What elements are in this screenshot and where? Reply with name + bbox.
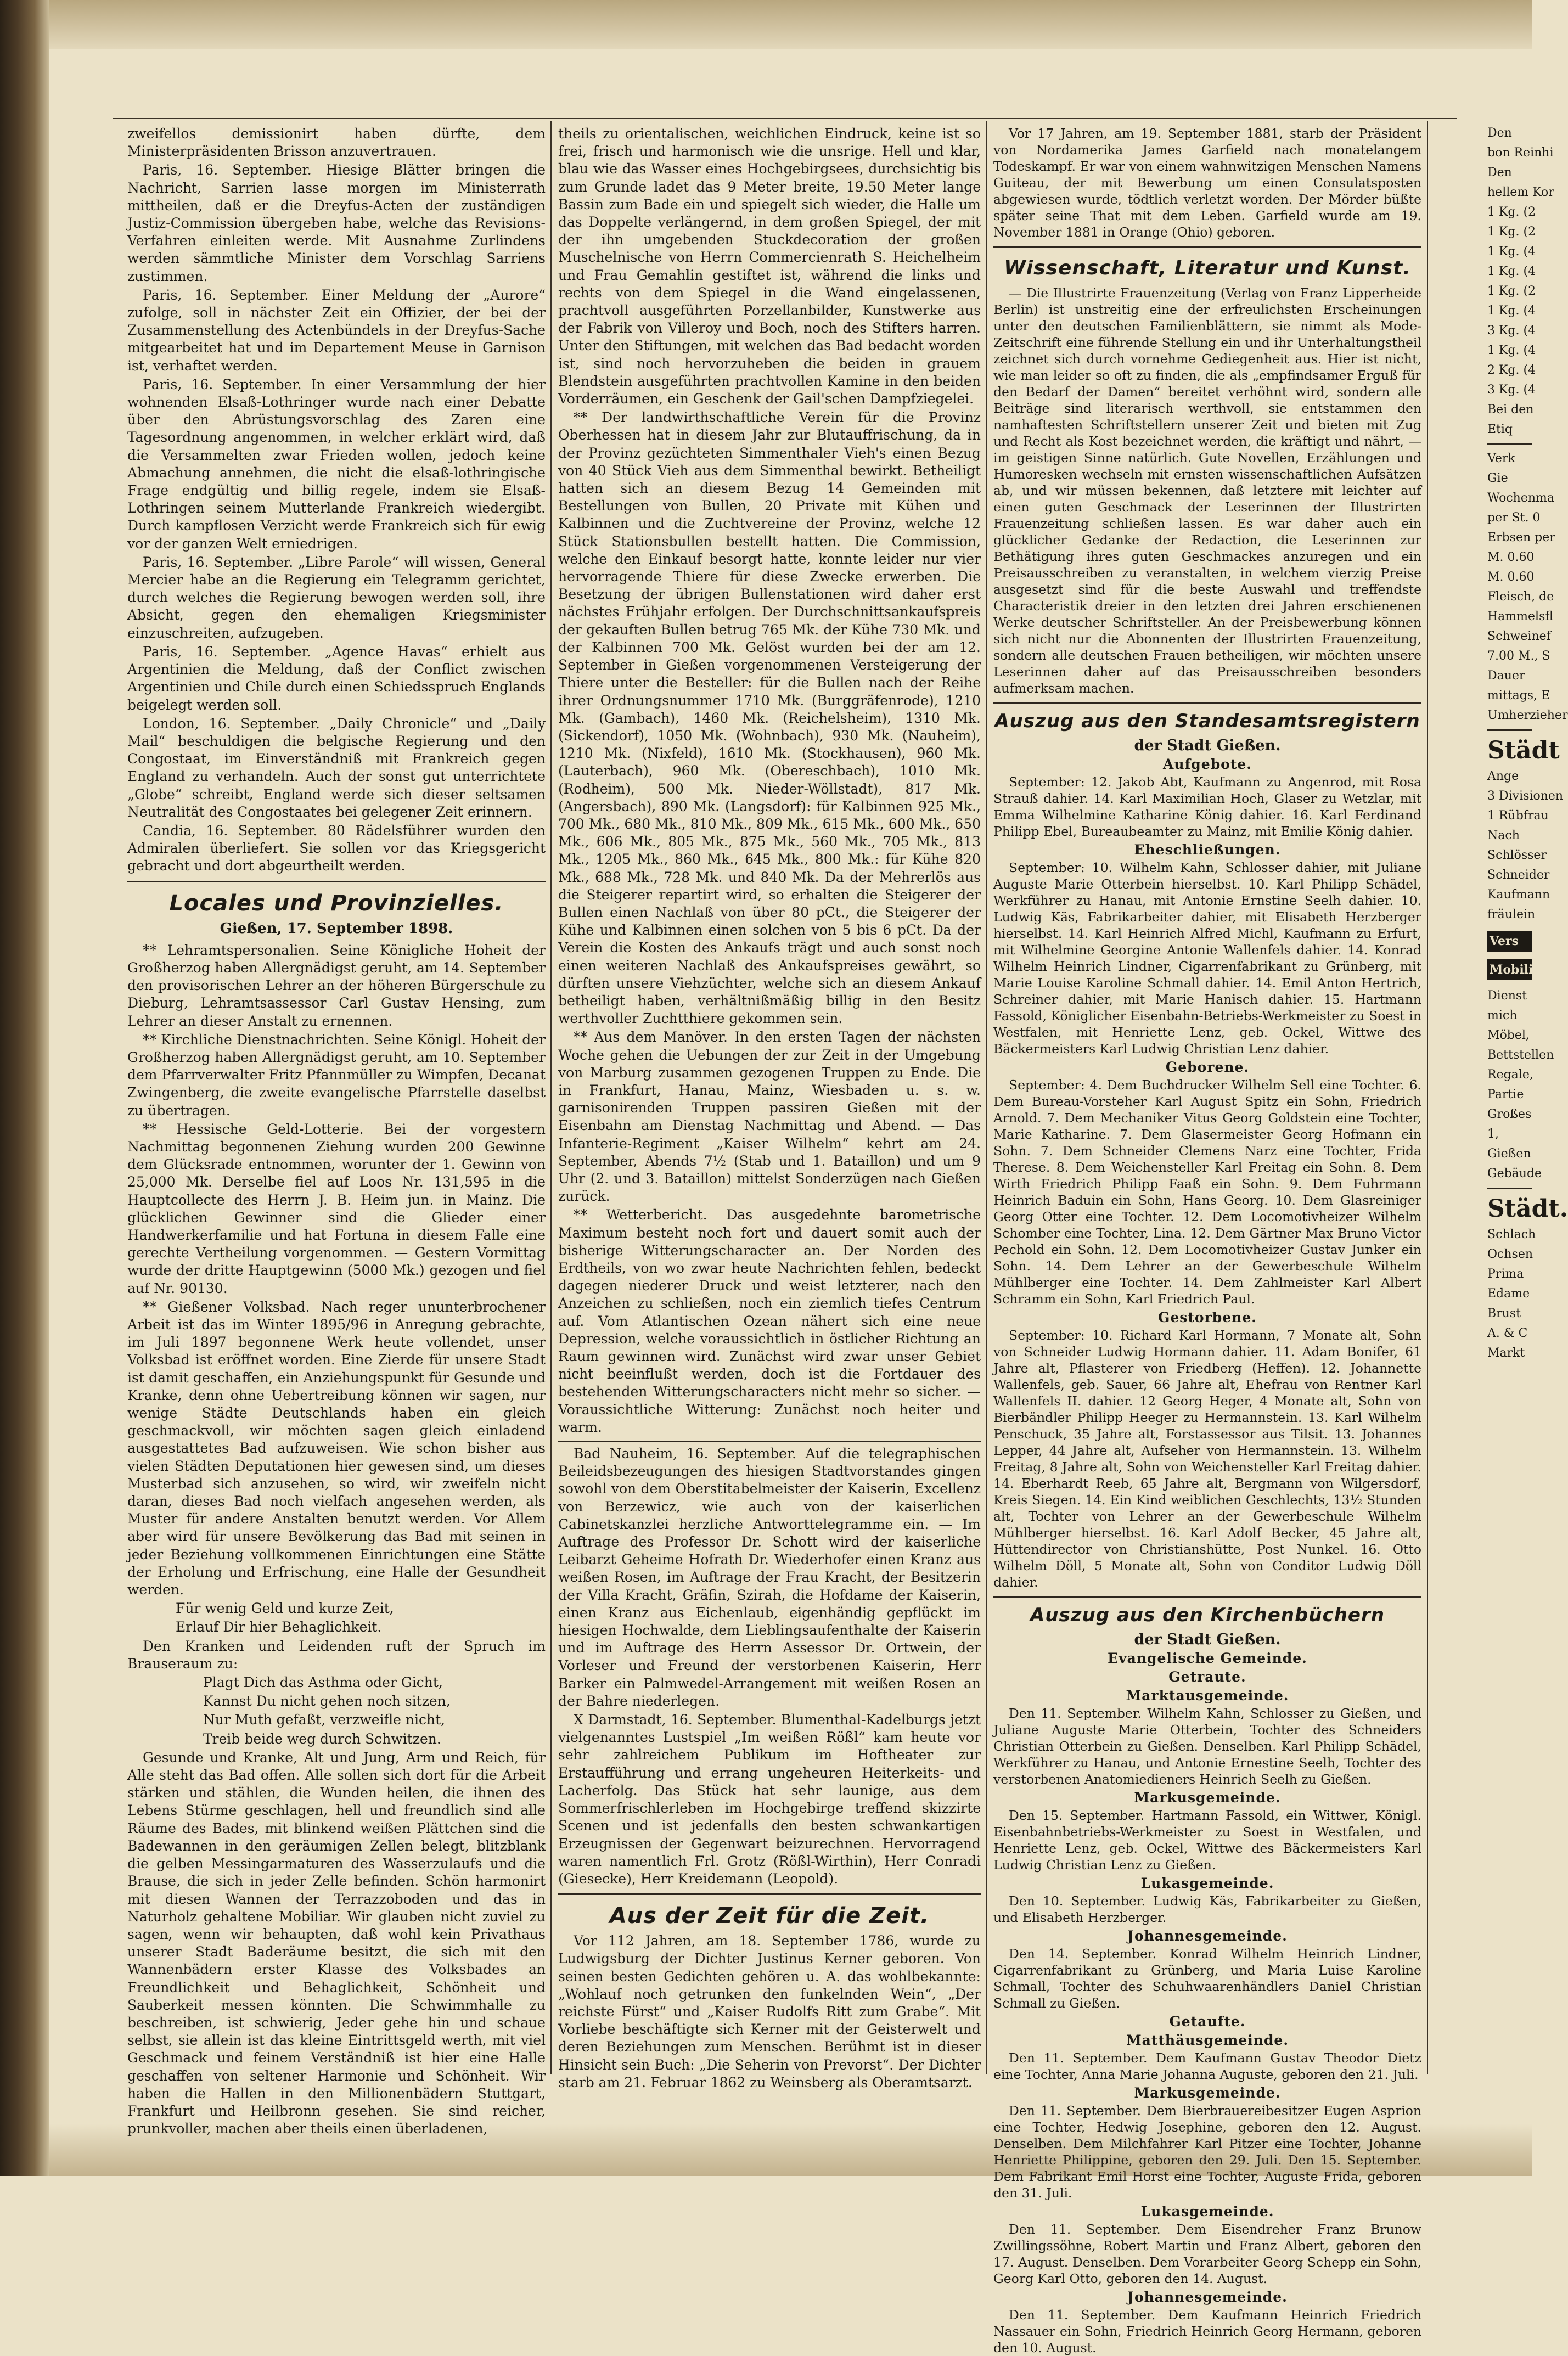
register-entry: Den 10. September. Ludwig Käs, Fabrikarbeiter zu Gießen, und Elisabeth Herzberger.: [993, 1893, 1421, 1925]
register-entry: Den 11. September. Wilhelm Kahn, Schlosser zu Gießen, und Juliane Auguste Marie Otterbein, Tochter des Schneiders Christian Otterbein zu Gießen. Denselben. Karl Philipp Schädel, Werkführer zu Hanau, und Antonie Ernestine Seelh, Tochter des verstorbenen Anatomiedieners Heinrich Seelh zu Gießen.: [993, 1706, 1421, 1787]
stub-line: 1 Kg. (2: [1487, 284, 1536, 298]
stub-line: Städt.: [1487, 1195, 1568, 1223]
stub-line: 1 Kg. (4: [1487, 265, 1536, 278]
news-paragraph: Vor 112 Jahren, am 18. September 1786, wurde zu Ludwigsburg der Dichter Justinus Kerner geboren. Von seinen besten Gedichten gehören u. A. das wohlbekannte: „Wohlauf noch getrunken den funkelnden Wein“, „Der reichste Fürst“ und „Kaiser Rudolfs Ritt zum Grabe“. Mit Vorliebe beschäftigte sich Kerner mit der Geisterwelt und deren Beziehungen zum Menschen. Berühmt ist in dieser Hinsicht sein Buch: „Die Seherin von Prevorst“. Der Dichter starb am 21. Februar 1862 zu Weinsberg als Oberamtsarzt.: [558, 1933, 981, 2090]
news-paragraph: Candia, 16. September. 80 Rädelsführer wurden den Admiralen überliefert. Sie sollen vor das Kriegsgericht gebracht und dort abgeurtheilt werden.: [127, 822, 546, 874]
stub-line: bon Reinhi: [1487, 146, 1554, 160]
column-rule-1: [550, 121, 552, 2074]
stub-line: 1 Rübfrau: [1487, 809, 1549, 823]
news-paragraph: ** Lehramtspersonalien. Seine Königliche Hoheit der Großherzog haben Allergnädigst geruht, am 14. September den provisorischen Lehrer an der höheren Bürgerschule zu Dieburg, Lehramtsassessor Carl Gustav Hensing, zum Lehrer an dieser Anstalt zu ernennen.: [127, 942, 546, 1029]
stub-line: Nach: [1487, 829, 1520, 842]
section-heading-standesamt: Auszug aus den Standesamtsregistern: [994, 710, 1420, 732]
news-paragraph: ** Aus dem Manöver. In den ersten Tagen der nächsten Woche gehen die Uebungen der zur Zeit in der Umgebung von Marburg zusammen gezogenen Truppen zu Ende. Die in Frankfurt, Hanau, Mainz, Wiesbaden u. s. w. garnisonirenden Truppen passiren Gießen mit der Eisenbahn am Dienstag Nachmittag und Abend. — Das Infanterie-Regiment „Kaiser Wilhelm“ kehrt am 24. September, Abends 7½ (Stab und 1. Bataillon) und um 9 Uhr (2. und 3. Bataillon) mittelst Sonderzügen nach Gießen zurück.: [558, 1029, 981, 1205]
parish-heading: Matthäusgemeinde.: [1126, 2032, 1289, 2048]
stub-line: 3 Divisionen: [1487, 789, 1564, 803]
news-paragraph: ** Kirchliche Dienstnachrichten. Seine Königl. Hoheit der Großherzog haben Allergnädigst geruht, am 10. September dem Pfarrverwalter Fritz Pfannmüller zu Wimpfen, Decanat Zwingenberg, die zweite evangelische Pfarrstelle daselbst zu übertragen.: [127, 1031, 546, 1118]
news-paragraph: Paris, 16. September. In einer Versammlung der hier wohnenden Elsaß-Lothringer wurde nach einer Debatte über den Abrüstungsvorschlag des Zaren eine Tagesordnung angenommen, in welcher erklärt wird, daß die Versammelten zwar Frieden wollen, jedoch keine Abmachung annehmen, die nicht die elsaß-lothringische Frage endgültig und billig regele, indem sie Elsaß-Lothringen seinem Mutterlande Frankreich wiedergibt. Durch kampflosen Verzicht werde Frankreich sich für ewig vor der ganzen Welt erniedrigen.: [127, 376, 546, 552]
stub-line: 1 Kg. (4: [1487, 344, 1536, 357]
stub-line: Großes: [1487, 1107, 1532, 1121]
stub-separator: [1487, 1188, 1532, 1189]
news-paragraph: Paris, 16. September. „Agence Havas“ erhielt aus Argentinien die Meldung, daß der Conflict zwischen Argentinien und Chile durch einen Schiedsspruch Englands beigelegt werden soll.: [127, 643, 546, 713]
stub-line: Gießen: [1487, 1147, 1531, 1161]
column-1: [127, 125, 546, 2137]
news-paragraph: London, 16. September. „Daily Chronicle“ und „Daily Mail“ beschuldigen die belgische Regierung und den Congostaat, im Einverständniß mit Frankreich gegen England zu verhandeln. Auch der sonst gut unterrichtete „Globe“ schreibt, England werde sich dieser seltsamen Neutralität des Congostaates bei gelegener Zeit erinnern.: [127, 715, 546, 820]
verse-line: Nur Muth gefaßt, verzweifle nicht,: [203, 1712, 446, 1728]
stub-line: Schweinef: [1487, 629, 1551, 643]
verse-line: Erlauf Dir hier Behaglichkeit.: [176, 1619, 382, 1635]
column-3: [993, 125, 1421, 2355]
register-entry: Den 11. September. Dem Kaufmann Heinrich Friedrich Nassauer ein Sohn, Friedrich Heinrich Georg Hermann, geboren den 10. August.: [993, 2307, 1421, 2355]
verse-line: Treib beide weg durch Schwitzen.: [203, 1730, 441, 1747]
register-entry: Den 14. September. Konrad Wilhelm Heinrich Lindner, Cigarrenfabrikant zu Grünberg, und Maria Luise Karoline Schmall, Tochter des Schuhwaarenhändlers Daniel Christian Schmall zu Gießen.: [993, 1946, 1421, 2011]
news-paragraph: zweifellos demissionirt haben dürfte, dem Ministerpräsidenten Brisson anzuvertrauen.: [127, 126, 546, 160]
verse-line: Für wenig Geld und kurze Zeit,: [176, 1600, 394, 1617]
column-rule-2: [986, 121, 987, 2074]
stub-line: Dienst: [1487, 989, 1527, 1003]
news-paragraph: ** Der landwirthschaftliche Verein für die Provinz Oberhessen hat in diesem Jahr zur Blutauffrischung, da in der Provinz gezüchteten Simmenthaler Vieh's einen Bezug von 40 Stück Vieh aus dem Simmenthal bewirkt. Betheiligt hatten sich an diesem Bezug 14 Gemeinden mit Bestellungen von Bullen, 20 Private mit Kühen und Kalbinnen und die Zuchtvereine der Provinz, welche 12 Stück Stationsbullen bestellt hatten. Die Commission, welche den Einkauf besorgt hatte, konnte leider nur vier hervorragende Thiere für diese Zwecke erwerben. Die Besetzung der übrigen Bullenstationen wird daher erst nächstes Frühjahr erfolgen. Der Durchschnittsankaufspreis der gekauften Bullen betrug 765 Mk. der Kühe 730 Mk. und der Kalbinnen 700 Mk. Gelöst wurden bei der am 12. September in Gießen vorgenommenen Versteigerung der Thiere unter die Besteller: für die Bullen nach der Reihe ihrer Ordnungsnummer 1710 Mk. (Burggräfenrode), 1210 Mk. (Gambach), 1460 Mk. (Reichelsheim), 1310 Mk. (Sickendorf), 1050 Mk. (Wohnbach), 930 Mk. (Nauheim), 1210 Mk. (Nixfeld), 1610 Mk. (Stockhausen), 960 Mk. (Lauterbach), 960 Mk. (Obereschbach), 1010 Mk. (Rodheim), 500 Mk. Nieder-Wöllstadt), 817 Mk. (Angersbach), 890 Mk. (Langsdorf): für Kalbinnen 925 Mk., 700 Mk., 680 Mk., 810 Mk., 809 Mk., 615 Mk., 600 Mk., 650 Mk., 606 Mk., 805 Mk., 875 Mk., 560 Mk., 705 Mk., 813 Mk., 1205 Mk., 860 Mk., 645 Mk., 800 Mk.: für Kühe 820 Mk., 688 Mk., 728 Mk. und 840 Mk. Da der Mehrerlös aus die Steigerer repartirt wird, so erhalten die Steigerer der Bullen einen Nachlaß von über 80 pCt., die Steigerer der Kühe und Kalbinnen einen solchen von 5 bis 6 pCt. Da der Verein die Kosten des Ankaufs trägt und auch sonst noch einen weiteren Nachlaß des Ankaufspreises gewährt, so dürften unsere Viehzüchter, welche sich an diesem Ankauf betheiligt haben, verhältnißmäßig billig in den Besitz werthvoller Zuchtthiere gekommen sein.: [558, 409, 981, 1027]
register-entry: September: 10. Richard Karl Hormann, 7 Monate alt, Sohn von Schneider Ludwig Hormann dahier. 11. Adam Bonifer, 61 Jahre alt, Pflasterer von Friedberg (Heffen). 12. Johannette Wallenfels, geb. Sauer, 66 Jahre alt, Ehefrau von Rentner Karl Wallenfels II. dahier. 12 Georg Heger, 4 Monate alt, Sohn von Bierbändler Philipp Heeger zu Hermannstein. 13. Karl Wilhelm Penschuck, 35 Jahre alt, Forstassessor aus Tilsit. 13. Johannes Lepper, 44 Jahre alt, Aufseher von Hermannstein. 13. Wilhelm Freitag, 8 Jahre alt, Sohn von Weichensteller Karl Freitag dahier. 14. Eberhardt Reeb, 65 Jahre alt, Bergmann von Wilgersdorf, Kreis Siegen. 14. Ein Kind weiblichen Geschlechts, 13½ Stunden alt, Tochter von Lehrer an der Gewerbeschule Wilhelm Mühlberger hierselbst. 16. Karl Adolf Becker, 45 Jahre alt, Hüttendirector von Christianshütte, Post Nunkel. 16. Otto Wilhelm Döll, 5 Monate alt, Sohn von Conditor Ludwig Döll dahier.: [993, 1328, 1421, 1590]
news-paragraph: ** Hessische Geld-Lotterie. Bei der vorgestern Nachmittag begonnenen Ziehung wurden 200 Gewinne dem Glücksrade entnommen, worunter der 1. Gewinn von 25,000 Mk. Derselbe fiel auf Loos Nr. 131,595 in die Hauptcollecte des Herrn J. B. Heim jun. in Mainz. Die glücklichen Gewinner sind die Glieder einer Handwerkerfamilie und hat Fortuna in diesem Falle eine gerechte Vertheilung vorgenommen. — Gestern Vormittag wurde der dritte Hauptgewinn (5000 Mk.) gezogen und fiel auf Nr. 90130.: [127, 1121, 546, 1296]
stub-line: Partie: [1487, 1088, 1524, 1101]
register-entry: Den 11. September. Dem Eisendreher Franz Brunow Zwillingssöhne, Robert Martin und Franz Albert, geboren den 17. August. Denselben. Dem Vorarbeiter Georg Schepp ein Sohn, Georg Karl Otto, geboren den 14. August.: [993, 2222, 1421, 2286]
stub-line: Ochsen: [1487, 1247, 1533, 1261]
congregation-heading: Evangelische Gemeinde.: [1108, 1650, 1307, 1666]
city-subheading: der Stadt Gießen.: [1134, 1631, 1281, 1648]
register-entry: September: 4. Dem Buchdrucker Wilhelm Sell eine Tochter. 6. Dem Bureau-Vorsteher Karl August Spitz ein Sohn, Friedrich Arnold. 7. Dem Mechaniker Vitus Georg Goldstein eine Tochter, Marie Katharine. 7. Dem Glasermeister Georg Hofmann ein Sohn. 7. Dem Schneider Clemens Narz eine Tochter, Frida Therese. 8. Dem Weichensteller Karl Freitag ein Sohn. 8. Dem Wirth Friedrich Philipp Faaß ein Sohn. 9. Dem Fuhrmann Heinrich Baduin ein Sohn, Hans Georg. 10. Dem Glasreiniger Georg Otter eine Tochter. 12. Dem Locomotivheizer Wilhelm Schomber eine Tochter, Lina. 12. Dem Gärtner Max Bruno Victor Pechold ein Sohn. 12. Dem Locomotivheizer Gustav Junker ein Sohn. 14. Dem Lehrer an der Gewerbeschule Wilhelm Mühlberger eine Tochter. 14. Dem Zahlmeister Karl Albert Schramm ein Sohn, Karl Friedrich Paul.: [993, 1077, 1421, 1307]
stub-line: Brust: [1487, 1307, 1521, 1320]
dateline: Gießen, 17. September 1898.: [220, 920, 453, 937]
register-entry: September: 10. Wilhelm Kahn, Schlosser dahier, mit Juliane Auguste Marie Otterbein hierselbst. 10. Karl Philipp Schädel, Werkführer zu Hanau, mit Antonie Ernstine Seelh dahier. 10. Ludwig Käs, Fabrikarbeiter dahier, mit Elisabeth Herzberger hierselbst. 14. Karl Heinrich Alfred Michl, Kaufmann zu Erfurt, mit Wilhelmine Georgine Antonie Wallenfels dahier. 14. Konrad Wilhelm Heinrich Lindner, Cigarrenfabrikant zu Grünberg, mit Marie Louise Karoline Schmall dahier. 14. Emil Anton Hertrich, Schreiner dahier, mit Marie Hanisch dahier. 15. Hartmann Fassold, Königlicher Eisenbahn-Betriebs-Werkmeister zu Soest in Westfalen, mit Henriette Lenz, geb. Ockel, Wittwe des Bäckermeisters Karl Ludwig Christian Lenz dahier.: [993, 860, 1421, 1056]
stub-line: 1 Kg. (2: [1487, 205, 1536, 219]
register-entry: Den 11. September. Dem Bierbrauereibesitzer Eugen Asprion eine Tochter, Hedwig Josephine, geboren den 12. August. Denselben. Dem Milchfahrer Karl Pitzer eine Tochter, Johanne Henriette Philippine, geboren den 29. Juli. Den 15. September. Dem Fabrikant Emil Horst eine Tochter, Auguste Frida, geboren den 31. Juli.: [993, 2103, 1421, 2201]
section-separator: [993, 246, 1421, 248]
parish-heading: Markusgemeinde.: [1134, 2085, 1281, 2101]
parish-heading: Johannesgemeinde.: [1127, 1928, 1288, 1944]
news-paragraph: ** Gießener Volksbad. Nach reger ununterbrochener Arbeit ist das im Winter 1895/96 in Anregung gebrachte, im Juli 1897 begonnene Werk heute vollendet, unser Volksbad ist eröffnet worden. Eine Zierde für unsere Stadt ist damit geschaffen, ein Anziehungspunkt für Gesunde und Kranke, denn ohne Uebertreibung können wir sagen, nur wenige Städte Deutschlands haben ein gleich geschmackvoll, wir möchten sagen gleich einladend ausgestattetes Bad aufzuweisen. Wie schon bisher aus vielen Städten Deputationen hier gewesen sind, um dieses Musterbad sich anzusehen, so wird, wir zweifeln nicht daran, dieses Bad noch vielfach angesehen werden, als Muster für andere Anstalten benutzt werden. Vor Allem aber wird für unsere Bevölkerung das Bad mit seinen in jeder Beziehung vollkommenen Einrichtungen eine Stätte der Erholung und Erfrischung, eine Halle der Gesundheit werden.: [127, 1298, 546, 1598]
stub-line: Ange: [1487, 769, 1519, 783]
news-paragraph: Paris, 16. September. Einer Meldung der „Aurore“ zufolge, soll in nächster Zeit ein Offizier, der bei der Zusammenstellung des Actenbündels in der Dreyfus-Sache mitgearbeitet hat und im Departement Meuse in Garnison ist, verhaftet werden.: [127, 286, 546, 374]
stub-line: Dauer: [1487, 669, 1525, 683]
news-paragraph: — Die Illustrirte Frauenzeitung (Verlag von Franz Lipperheide Berlin) ist unstreitig eine der erfreulichsten Erscheinungen unter den deutschen Familienblättern, sie nimmt als Mode-Zeitschrift eine führende Stellung ein und ihr Unterhaltungstheil zeichnet sich durch vornehme Gediegenheit aus. Hier ist nicht, wie man leider so oft zu finden, die als „empfindsamer Erguß für den Bedarf der Damen“ bereitet verhöhnt wird, sondern alle Beiträge sind literarisch werthvoll, sie entstammen den namhaftesten Schriftstellern unserer Zeit und bieten mit Zug und Recht als Kost bezeichnet werden, die kräftigt und nährt, — im geistigen Sinne natürlich. Gute Novellen, Erzählungen und Humoresken wechseln mit ernsten wissenschaftlichen Aufsätzen ab, und wir müssen bekennen, daß letztere mit leichter auf einen guten Geschmack der Leserinnen der Illustrirten Frauenzeitung schließen lassen. Es war daher auch ein glücklicher Gedanke der Redaction, die Leserinnen zur Bethätigung ihres guten Geschmackes anzuregen und ein Preisausschreiben zu veranstalten, in welchem vierzig Preise ausgesetzt sind für die beste Auswahl und treffendste Characteristik dreier in den letzten drei Jahren erschienenen Werke deutscher Schriftsteller. An der Preisbewerbung können sich nicht nur die Abonnenten der Illustrirten Frauenzeitung, sondern alle deutschen Frauen betheiligen, wir möchten unsere Leserinnen daher auf das Preisausschreiben besonders aufmerksam machen.: [993, 285, 1421, 696]
stub-line: Regale,: [1487, 1068, 1533, 1082]
stub-line: Vers: [1487, 931, 1532, 952]
stub-line: Edame: [1487, 1287, 1530, 1301]
parish-heading: Markusgemeinde.: [1134, 1790, 1281, 1806]
stub-line: mich: [1487, 1009, 1518, 1022]
stub-line: Bettstellen: [1487, 1048, 1554, 1062]
section-separator: [993, 1596, 1421, 1598]
stub-separator: [1487, 729, 1532, 731]
stub-line: 3 Kg. (4: [1487, 324, 1536, 338]
stub-line: A. & C: [1487, 1326, 1528, 1340]
news-paragraph: Bad Nauheim, 16. September. Auf die telegraphischen Beileidsbezeugungen des hiesigen Stadtvorstandes gingen sowohl von dem Oberstitabelmeister der Kaiserin, Excellenz von Berzewicz, wie auch von der kaiserlichen Cabinetskanzlei herzliche Antworttelegramme ein. — Im Auftrage des Professor Dr. Schott wird der kaiserliche Leibarzt Geheime Hofrath Dr. Wiederhofer einen Kranz aus weißen Rosen, im Auftrage der Frau Kracht, der Besitzerin der Villa Kracht, Gräfin, Szirah, die Hofdame der Kaiserin, einen Kranz aus Eichenlaub, eigenhändig gepflückt im hiesigen Hochwalde, dem Lieblingsaufenthalte der Kaiserin und im Auftrage des Herrn Assessor Dr. Ortwein, der Vorleser und Freund der verstorbenen Kaiserin, Herr Barker ein Palmwedel-Arrangement mit weißen Rosen an der Bahre niederlegen.: [558, 1446, 981, 1709]
stub-line: Mobilie: [1487, 959, 1532, 980]
stub-line: 1 Kg. (4: [1487, 245, 1536, 258]
top-rule: [113, 118, 1457, 119]
subsection-eheschliessungen: Eheschließungen.: [1134, 842, 1281, 858]
stub-line: Schlösser: [1487, 848, 1547, 862]
parish-heading: Lukasgemeinde.: [1140, 2203, 1274, 2219]
subsection-gestorbene: Gestorbene.: [1158, 1309, 1257, 1325]
stub-line: Verk: [1487, 452, 1515, 465]
stub-line: Gie: [1487, 471, 1508, 485]
page-top-edge: [49, 0, 1532, 49]
stub-line: M. 0.60: [1487, 550, 1535, 564]
stub-line: Bei den: [1487, 403, 1534, 417]
news-paragraph: Vor 17 Jahren, am 19. September 1881, starb der Präsident von Nordamerika James Garfield nach monatelangem Todeskampf. Er war von einem wahnwitzigen Menschen Namens Guiteau, der mit Bewerbung um einen Consulatsposten abgewiesen wurde, tödtlich verletzt worden. Der Mörder büßte später seine That mit dem Leben. Garfield wurde am 19. November 1881 in Orange (Ohio) geboren.: [993, 126, 1421, 240]
section-heading-wissenschaft: Wissenschaft, Literatur und Kunst.: [1004, 257, 1411, 279]
parish-heading: Lukasgemeinde.: [1140, 1875, 1274, 1891]
register-entry: Den 15. September. Hartmann Fassold, ein Wittwer, Königl. Eisenbahnbetriebs-Werkmeister zu Soest in Westfalen, und Henriette Lenz, geb. Ockel, Wittwe des Bäckermeisters Karl Ludwig Christian Lenz zu Gießen.: [993, 1808, 1421, 1873]
subsection-aufgebote: Aufgebote.: [1162, 756, 1252, 772]
stub-line: Schneider: [1487, 868, 1550, 882]
stub-line: Umherzieher: [1487, 709, 1568, 722]
subsection-getaufte: Getaufte.: [1169, 2014, 1246, 2029]
stub-line: Hammelsfl: [1487, 610, 1554, 623]
section-separator: [993, 702, 1421, 704]
section-separator: [558, 1893, 981, 1895]
subsection-geborene: Geborene.: [1165, 1059, 1250, 1075]
column-2: [558, 125, 981, 2090]
stub-line: 1 Kg. (4: [1487, 304, 1536, 318]
stub-line: Städt: [1487, 736, 1560, 764]
parish-heading: Marktausgemeinde.: [1126, 1688, 1289, 1703]
stub-line: Etiq: [1487, 423, 1513, 436]
news-paragraph: Gesunde und Kranke, Alt und Jung, Arm und Reich, für Alle steht das Bad offen. Alle sollen sich dort für die Arbeit stärken und stählen, die Wunden heilen, die ihnen des Lebens Stürme geschlagen, hell und freundlich sind alle Räume des Bades, mit blinkend weißen Plättchen sind die Badewannen in den geräumigen Zellen belegt, blitzblank die gelben Messingarmaturen des Wasserzulaufs und die Brause, die sich in jeder Zelle befinden. Schön harmonirt mit diesen Wannen der Terrazzoboden und das in Naturholz gehaltene Mobiliar. Wir glauben nicht zuviel zu sagen, wenn wir behaupten, daß wohl kein Privathaus unserer Stadt Baderäume besitzt, die sich mit den Wannenbädern erster Klasse des Volksbades an Freundlichkeit und Behaglichkeit, Schönheit und Sauberkeit messen könnten. Die Schwimmhalle zu beschreiben, ist schwierig, Jeder gehe hin und schaue selbst, sie allein ist das kleine Eintrittsgeld werth, mit viel Geschmack und feinem Verständniß ist hier eine Halle geschaffen von seltener Harmonie und Schönheit. Wir haben die Hallen in den Millionenbädern Stuttgart, Frankfurt und Heilbronn gesehen. Sie sind reicher, prunkvoller, machen aber theils einen überladenen,: [127, 1749, 546, 2137]
news-paragraph: Paris, 16. September. Hiesige Blätter bringen die Nachricht, Sarrien lasse morgen im Ministerrath mittheilen, daß er die Dreyfus-Acten der zuständigen Justiz-Commission übergeben habe, welche das Revisions-Verfahren einleiten werde. Mit Ausnahme Zurlindens werden sämmtliche Minister dem Vorschlag Sarriens zustimmen.: [127, 162, 546, 284]
book-binding: [0, 0, 49, 2176]
stub-line: 1,: [1487, 1127, 1499, 1141]
stub-line: Wochenma: [1487, 491, 1555, 505]
news-paragraph: Paris, 16. September. „Libre Parole“ will wissen, General Mercier habe an die Regierung ein Telegramm gerichtet, durch welches die Regierung bewogen werden soll, ihre Absicht, gegen den ehemaligen Kriegsminister einzuschreiten, aufzugeben.: [127, 554, 546, 641]
stub-line: mittags, E: [1487, 689, 1550, 702]
stub-line: Schlach: [1487, 1228, 1536, 1241]
stub-line: Gebäude: [1487, 1167, 1542, 1180]
stub-line: Den: [1487, 166, 1512, 179]
stub-line: M. 0.60: [1487, 570, 1535, 584]
section-heading-zeit: Aus der Zeit für die Zeit.: [609, 1903, 930, 1929]
news-paragraph: theils zu orientalischen, weichlichen Eindruck, keine ist so frei, frisch und harmonisch wie die unsrige. Hell und klar, blau wie das Wasser eines Hochgebirgsees, durchsichtig bis zum Grunde ladet das 9 Meter breite, 19.50 Meter lange Bassin zum Bade ein und spiegelt sich wieder, die Halle um das Doppelte verlängernd, in dem großen Spiegel, der mit der ihn umgebenden Stuckdecoration der großen Muschelnische von Herrn Commercienrath S. Heichelheim und Frau Gemahlin gestiftet ist, während die links und rechts von dem Spiegel in die Wand eingelassenen, prachtvoll ausgeführten Porzellanbilder, Kunstwerke aus der Fabrik von Villeroy und Boch, noch des Stifters harren. Unter den Stiftungen, mit welchen das Bad bedacht worden ist, sind noch hervorzuheben die beiden in grauem Blendstein ausgeführten prachtvollen Kamine in den beiden Vorderräumen, ein Geschenk der Gail'schen Dampfziegelei.: [558, 126, 981, 407]
parish-heading: Johannesgemeinde.: [1127, 2289, 1288, 2305]
stub-line: Kaufmann: [1487, 888, 1550, 902]
verse-line: Plagt Dich das Asthma oder Gicht,: [203, 1674, 443, 1691]
stub-line: hellem Kor: [1487, 185, 1554, 199]
stub-line: per St. 0: [1487, 511, 1541, 525]
section-heading-locales: Locales und Provinzielles.: [169, 890, 504, 916]
subsection-getraute: Getraute.: [1168, 1669, 1246, 1685]
stub-line: Den: [1487, 126, 1512, 140]
register-entry: September: 12. Jakob Abt, Kaufmann zu Angenrod, mit Rosa Strauß dahier. 14. Karl Maximilian Hoch, Glaser zu Wetzlar, mit Emma Wilhelmine Katharine König dahier. 16. Karl Ferdinand Philipp Ebel, Bureaubeamter zu Mainz, mit Emilie König dahier.: [993, 774, 1421, 839]
news-paragraph: Den Kranken und Leidenden ruft der Spruch im Brauseraum zu:: [127, 1638, 546, 1672]
city-subheading: der Stadt Gießen.: [1134, 737, 1281, 754]
stub-line: Fleisch, de: [1487, 590, 1554, 604]
stub-line: Prima: [1487, 1267, 1524, 1281]
section-separator: [127, 881, 546, 882]
section-separator: [558, 1441, 981, 1442]
stub-line: 7.00 M., S: [1487, 649, 1550, 663]
verse-line: Kannst Du nicht gehen noch sitzen,: [203, 1693, 451, 1710]
stub-line: Markt: [1487, 1346, 1525, 1360]
stub-line: Möbel,: [1487, 1028, 1530, 1042]
stub-separator: [1487, 443, 1532, 445]
stub-line: Erbsen per: [1487, 531, 1555, 544]
news-paragraph: X Darmstadt, 16. September. Blumenthal-Kadelburgs jetzt vielgenanntes Lustspiel „Im weißen Rößl“ kam heute vor sehr zahlreichem Publikum im Hoftheater zur Erstaufführung und errang ungeheuren Heiterkeits- und Lacherfolg. Das Stück hat sehr launige, aus dem Sommerfrischlerleben im Hochgebirge treffend skizzirte Scenen und ist jedenfalls den besten schwankartigen Erzeugnissen der Gegenwart beizurechnen. Hervorragend waren namentlich Frl. Grotz (Rößl-Wirthin), Herr Conradi (Giesecke), Herr Kreidemann (Leopold).: [558, 1712, 981, 1887]
stub-line: fräulein: [1487, 908, 1536, 921]
news-paragraph: ** Wetterbericht. Das ausgedehnte barometrische Maximum besteht noch fort und dauert somit auch der bisherige Witterungscharacter an. Der Norden des Erdtheils, von wo zwar heute Nachrichten fehlen, bedeckt dagegen niederer Druck und weist letzterer, nach den Anzeichen zu schließen, noch ein ziemlich tiefes Centrum auf. Vom Atlantischen Ozean nähert sich eine neue Depression, welche voraussichtlich in östlicher Richtung an Raum gewinnen wird. Zunächst wird zwar unser Gebiet nicht beeinflußt werden, doch ist die Fortdauer des bestehenden Witterungscharacters nicht mehr so sicher. — Voraussichtliche Witterung: Zunächst noch heiter und warm.: [558, 1207, 981, 1435]
cut-off-column-stub: [1487, 125, 1568, 1365]
column-rule-3: [1427, 121, 1428, 2074]
register-entry: Den 11. September. Dem Kaufmann Gustav Theodor Dietz eine Tochter, Anna Marie Johanna Auguste, geboren den 21. Juli.: [993, 2050, 1421, 2082]
section-heading-kirchenbuecher: Auszug aus den Kirchenbüchern: [1030, 1604, 1385, 1626]
stub-line: 2 Kg. (4: [1487, 363, 1536, 377]
stub-line: 1 Kg. (2: [1487, 225, 1536, 239]
stub-line: 3 Kg. (4: [1487, 383, 1536, 397]
